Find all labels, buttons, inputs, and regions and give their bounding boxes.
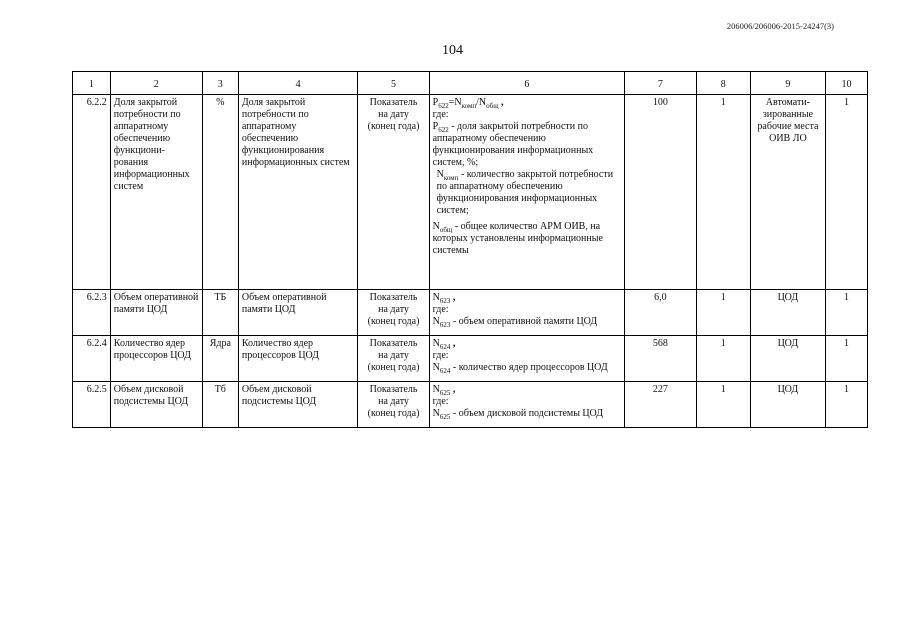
column-header: 8 (696, 72, 750, 95)
column-header: 4 (238, 72, 358, 95)
formula-cell (429, 95, 625, 290)
formula-cell (429, 336, 625, 382)
formula-main: $P_{622}=N_{комп}/N_{общ}$ , (432, 97, 504, 110)
type-line: на дату (378, 109, 409, 120)
target-value: 227 (625, 382, 696, 428)
table-row (73, 382, 868, 428)
formula-where: где: (432, 396, 449, 407)
formula-main: $N_{623}$ , (432, 292, 456, 305)
formula-definition: $N_{625}$ - объем дисковой подсистемы ЦОД (432, 408, 604, 421)
data-source: ЦОД (750, 382, 825, 428)
column-8-value: 1 (696, 290, 750, 336)
formula-definition: $P_{622}$ - доля закрытой потребности по аппаратному обеспечению функционирования информационных систем, %; (432, 121, 594, 168)
document-id: 206006/206006-2015-24247(3) (726, 21, 834, 31)
column-header: 9 (750, 72, 825, 95)
unit: Ядра (202, 336, 238, 382)
indicators-table (72, 71, 868, 428)
data-source: ЦОД (750, 336, 825, 382)
row-number: 6.2.3 (73, 290, 111, 336)
type-line: (конец года) (367, 316, 420, 327)
row-number: 6.2.2 (73, 95, 111, 290)
formula-definition: $N_{623}$ - объем оперативной памяти ЦОД (432, 316, 598, 329)
formula-where: где: (432, 304, 449, 315)
type-line: (конец года) (367, 408, 420, 419)
column-10-value: 1 (825, 290, 867, 336)
indicator-name: Объем дисковой подсистемы ЦОД (110, 382, 202, 428)
data-source: Автомати-зированные рабочие места ОИВ ЛО (750, 95, 825, 290)
page-number: 104 (442, 43, 463, 58)
unit: % (202, 95, 238, 290)
indicator-type (358, 336, 429, 382)
indicator-description: Количество ядер процессоров ЦОД (238, 336, 358, 382)
formula-cell (429, 382, 625, 428)
data-source: ЦОД (750, 290, 825, 336)
column-10-value: 1 (825, 336, 867, 382)
table-row (73, 95, 868, 290)
indicator-type (358, 382, 429, 428)
type-line: (конец года) (367, 121, 420, 132)
target-value: 6,0 (625, 290, 696, 336)
formula-cell (429, 290, 625, 336)
unit: Тб (202, 382, 238, 428)
indicator-name: Количество ядер процессоров ЦОД (110, 336, 202, 382)
type-line: на дату (378, 304, 409, 315)
indicator-name: Доля закрытой потребности по аппаратному обеспечению функциони-рования информационных систем (110, 95, 202, 290)
indicator-type (358, 290, 429, 336)
column-8-value: 1 (696, 336, 750, 382)
type-line: на дату (378, 350, 409, 361)
indicator-type (358, 95, 429, 290)
indicator-description: Объем оперативной памяти ЦОД (238, 290, 358, 336)
column-header: 1 (73, 72, 111, 95)
target-value: 100 (625, 95, 696, 290)
formula-where: где: (432, 350, 449, 361)
type-line: Показатель (369, 384, 418, 395)
indicator-name: Объем оперативной памяти ЦОД (110, 290, 202, 336)
column-8-value: 1 (696, 95, 750, 290)
indicator-description: Доля закрытой потребности по аппаратному обеспечению функционирования информационных систем (238, 95, 358, 290)
row-number: 6.2.4 (73, 336, 111, 382)
type-line: Показатель (369, 292, 418, 303)
type-line: на дату (378, 396, 409, 407)
formula-main: $N_{624}$ , (432, 338, 456, 351)
column-10-value: 1 (825, 95, 867, 290)
unit: ТБ (202, 290, 238, 336)
formula-main: $N_{625}$ , (432, 384, 456, 397)
formula-definition: $N_{624}$ - количество ядер процессоров ЦОД (432, 362, 608, 375)
target-value: 568 (625, 336, 696, 382)
column-header: 7 (625, 72, 696, 95)
indicator-description: Объем дисковой подсистемы ЦОД (238, 382, 358, 428)
column-8-value: 1 (696, 382, 750, 428)
type-line: Показатель (369, 338, 418, 349)
type-line: Показатель (369, 97, 418, 108)
column-header: 3 (202, 72, 238, 95)
column-header: 2 (110, 72, 202, 95)
column-10-value: 1 (825, 382, 867, 428)
formula-definition: $N_{общ}$ - общее количество АРМ ОИВ, на которых установлены информационные системы (432, 221, 603, 256)
formula-definition: $N_{комп}$ - количество закрытой потребности по аппаратному обеспечению функционирования информационных систем; (436, 169, 614, 216)
type-line: (конец года) (367, 362, 420, 373)
table-row (73, 336, 868, 382)
column-header: 6 (429, 72, 625, 95)
table-header-row (73, 72, 868, 95)
column-header: 5 (358, 72, 429, 95)
row-number: 6.2.5 (73, 382, 111, 428)
formula-where: где: (432, 109, 449, 120)
table-row (73, 290, 868, 336)
column-header: 10 (825, 72, 867, 95)
